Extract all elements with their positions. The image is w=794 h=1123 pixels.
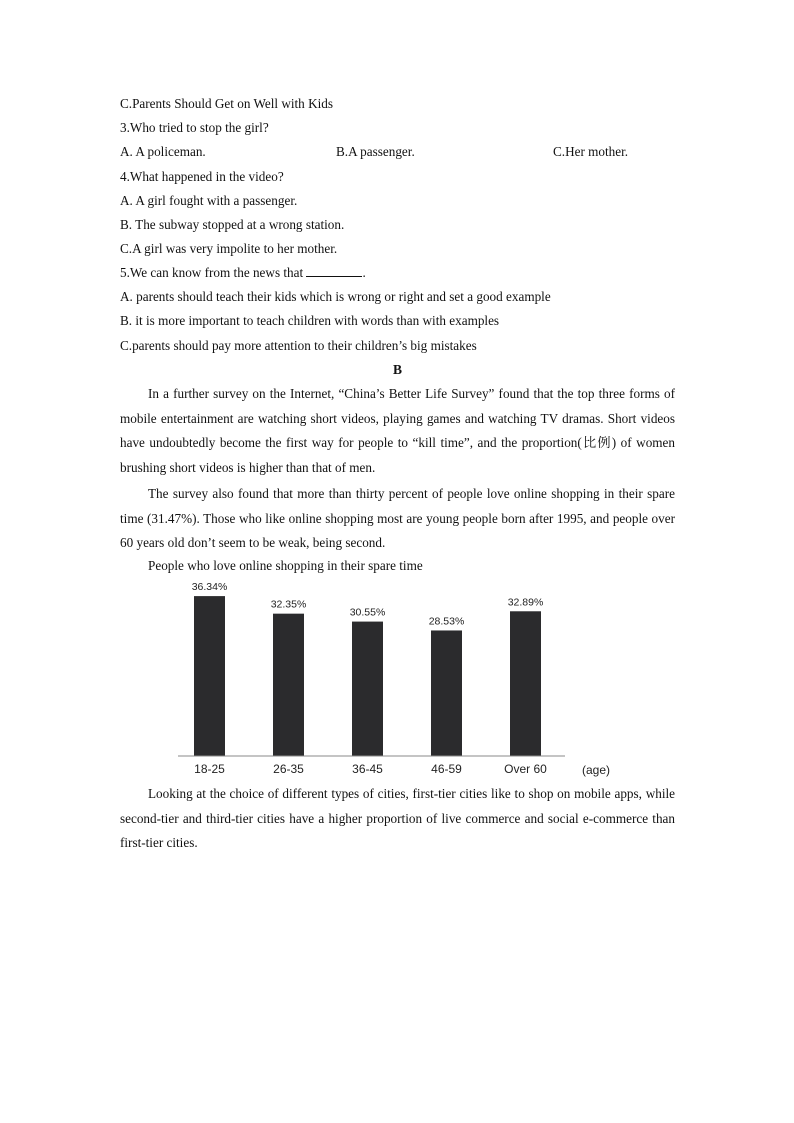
data-label: 30.55%: [349, 606, 386, 619]
section-b-paragraph-1: In a further survey on the Internet, “China’s Better Life Survey” found that the top three forms of mobile entertainment are watching short videos, playing games and watching TV dramas. Short videos have undoubtedly become the first way for people to “kill time”, and the proportion(比例) of women brushing short videos is higher than that of men.: [120, 386, 675, 475]
x-tick-label: 18-25: [194, 762, 225, 776]
x-tick-label: 26-35: [273, 762, 304, 776]
section-b-paragraph-3: Looking at the choice of different types of cities, first-tier cities like to shop on mobile apps, while second-tier and third-tier cities have a higher proportion of live commerce and social e-commerce than first-tier cities.: [120, 786, 675, 850]
answer-blank: [306, 264, 362, 277]
data-label: 36.34%: [191, 581, 228, 594]
data-label: 32.89%: [507, 596, 544, 609]
q4-option-b: B. The subway stopped at a wrong station.: [120, 217, 345, 232]
q3-option-c: C.Her mother.: [553, 144, 629, 159]
data-label: 28.53%: [428, 615, 465, 628]
q5-stem: [120, 261, 675, 285]
chart-caption: People who love online shopping in their spare time: [148, 558, 423, 573]
q3-option-a: A. A policeman.: [120, 144, 206, 159]
q3-option-b: B.A passenger.: [336, 144, 415, 159]
section-b-label: B: [392, 362, 402, 377]
q4-option-c: C.A girl was very impolite to her mother.: [120, 241, 338, 256]
x-tick-label: 46-59: [431, 762, 462, 776]
bar-26-35: [273, 614, 304, 756]
q4-option-a: A. A girl fought with a passenger.: [120, 193, 298, 208]
bar-36-45: [352, 622, 383, 756]
q2-option-c: C.Parents Should Get on Well with Kids: [120, 96, 333, 111]
q5-stem-text: 5.We can know from the news that: [120, 265, 304, 280]
x-axis-label: (age): [582, 763, 611, 777]
q4-stem: 4.What happened in the video?: [120, 169, 284, 184]
bar-over-60: [510, 611, 541, 756]
q3-stem: 3.Who tried to stop the girl?: [120, 120, 269, 135]
x-tick-label: 36-45: [352, 762, 383, 776]
bar-46-59: [431, 630, 462, 756]
q5-option-c: C.parents should pay more attention to their children’s big mistakes: [120, 338, 477, 353]
bar-chart: [170, 580, 620, 780]
section-b-paragraph-2: The survey also found that more than thirty percent of people love online shopping in their spare time (31.47%). Those who like online shopping most are young people born after 1995, and people over 60 years old don’t seem to be weak, being second.: [120, 486, 675, 550]
q5-stem-end: .: [362, 265, 366, 280]
data-label: 32.35%: [270, 598, 307, 611]
q5-option-a: A. parents should teach their kids which is wrong or right and set a good example: [120, 289, 551, 304]
q3-options: [120, 140, 675, 164]
chart-background: [170, 580, 620, 780]
bar-18-25: [194, 596, 225, 756]
x-tick-label: Over 60: [504, 762, 547, 776]
q5-option-b: B. it is more important to teach children with words than with examples: [120, 313, 500, 328]
